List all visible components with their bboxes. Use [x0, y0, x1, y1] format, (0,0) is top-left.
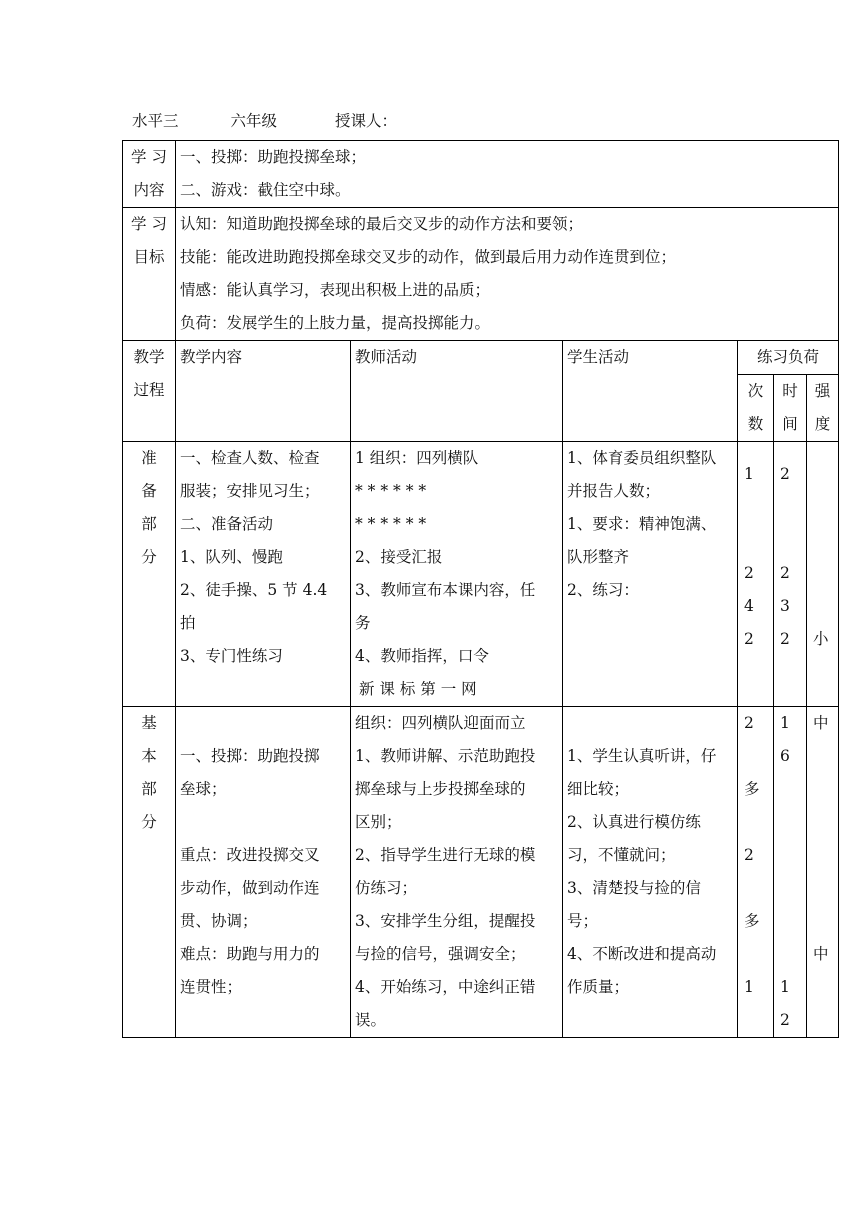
content-header: 教学内容 — [176, 341, 351, 442]
load-header: 练习负荷 — [738, 341, 839, 375]
lesson-plan-table — [122, 140, 839, 1038]
basic-section-row — [123, 707, 839, 1038]
prep-section-row — [123, 442, 839, 707]
content-text: 一、投掷：助跑投掷垒球； 二、游戏：截住空中球。 — [176, 141, 839, 208]
level-label: 水平三 — [132, 112, 179, 130]
basic-label: 基 本 部 分 — [123, 707, 176, 1038]
basic-content: 一、投掷：助跑投掷 垒球； 重点：改进投掷交叉 步动作，做到动作连 贯、协调； 难点：助跑与用力的 连贯性； — [176, 707, 351, 1038]
process-header: 教学 过程 — [123, 341, 176, 442]
prep-label: 准 备 部 分 — [123, 442, 176, 707]
goals-text: 认知：知道助跑投掷垒球的最后交叉步的动作方法和要领； 技能：能改进助跑投掷垒球交叉步的动作，做到最后用力动作连贯到位； 情感：能认真学习，表现出积极上进的品质； 负荷：发展学生的上肢力量，提高投掷能力。 — [176, 208, 839, 341]
content-label: 学 习 内容 — [123, 141, 176, 208]
basic-student-activity: 1、学生认真听讲，仔 细比较； 2、认真进行模仿练 习，不懂就问； 3、清楚投与捡的信 号； 4、不断改进和提高动 作质量； — [563, 707, 738, 1038]
prep-times: 1 2 4 2 — [738, 442, 774, 707]
teacher-label: 授课人： — [335, 112, 398, 130]
lesson-header — [132, 110, 397, 132]
goals-row — [123, 208, 839, 341]
prep-teacher-activity: 1 组织：四列横队 * * * * * * * * * * * * 2、接受汇报 3、教师宣布本课内容，任 务 4、教师指挥，口令 新 课 标 第 一 网 — [351, 442, 563, 707]
prep-intensity: 小 — [807, 442, 839, 707]
basic-times: 2 多 2 多 1 — [738, 707, 774, 1038]
column-header-row — [123, 341, 839, 375]
teacher-header: 教师活动 — [351, 341, 563, 442]
prep-content: 一、检查人数、检查 服装；安排见习生； 二、准备活动 1、队列、慢跑 2、徒手操、5 节 4.4 拍 3、专门性练习 — [176, 442, 351, 707]
basic-teacher-activity: 组织：四列横队迎面而立 1、教师讲解、示范助跑投 掷垒球与上步投掷垒球的 区别； 2、指导学生进行无球的模 仿练习； 3、安排学生分组，提醒投 与捡的信号，强调安全； 4、开始练习，中途纠正错 误。 — [351, 707, 563, 1038]
goals-label: 学 习 目标 — [123, 208, 176, 341]
intensity-header: 强 度 — [807, 375, 839, 442]
grade-label: 六年级 — [230, 112, 278, 130]
prep-time: 2 2 3 2 — [774, 442, 807, 707]
time-header: 时 间 — [774, 375, 807, 442]
content-row — [123, 141, 839, 208]
basic-time: 1 6 1 2 — [774, 707, 807, 1038]
times-header: 次 数 — [738, 375, 774, 442]
basic-intensity: 中 中 — [807, 707, 839, 1038]
student-header: 学生活动 — [563, 341, 738, 442]
prep-student-activity: 1、体育委员组织整队 并报告人数； 1、要求：精神饱满、 队形整齐 2、练习： — [563, 442, 738, 707]
